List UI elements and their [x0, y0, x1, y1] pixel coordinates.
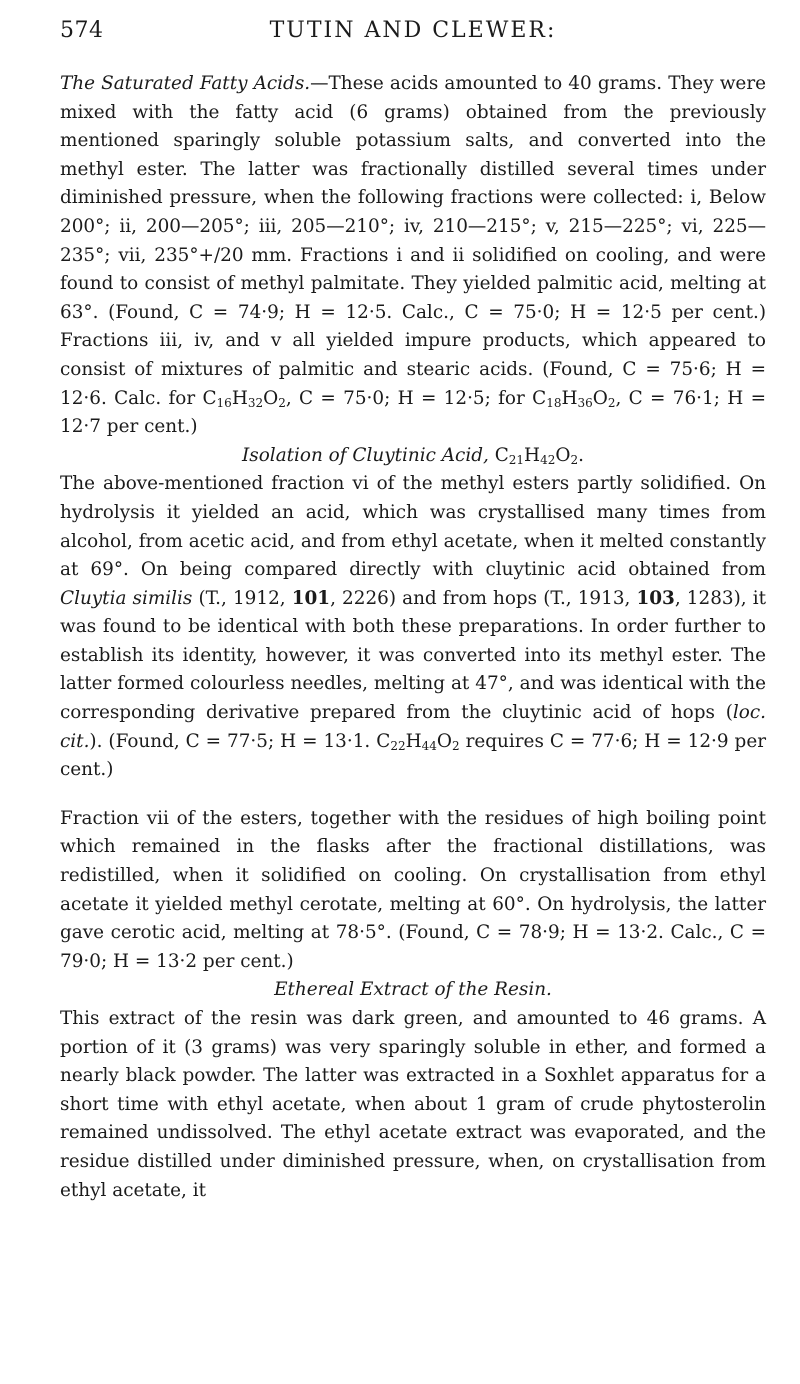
heading-isolation-text: Isolation of Cluytinic Acid, — [242, 444, 489, 466]
section-heading-isolation — [60, 442, 766, 471]
formula-c16: $C_{16}H_{32}O_2$ — [202, 387, 286, 410]
heading-formula-c21: $C_{21}H_{42}O_2$. — [494, 444, 584, 467]
paragraph-text: (T., 1912, — [192, 587, 292, 609]
paragraph-text: Fraction vii of the esters, together with the residues of high boiling point which remained in the flasks after the fractional distillations, was redistilled, when it solidified on cooling. On crystallisation from ethyl acetate it yielded methyl cerotate, melting at 60°. On hydrolysis, the latter gave cerotic acid, melting at 78·5°. (Found, C = 78·9; H = 13·2. Calc., C = 79·0; H = 13·2 per cent.) — [60, 807, 766, 972]
paragraph-text: , 2226) and from hops (T., 1913, — [330, 587, 637, 609]
paragraph-text: requires C = 77·6; H = 12·9 per cent.) — [60, 730, 766, 781]
paragraph-text: , C = 75·0; H = 12·5; for — [285, 387, 533, 409]
paragraph-ethereal-extract — [60, 1005, 766, 1205]
paragraph-text: —These acids amounted to 40 grams. They were mixed with the fatty acid (6 grams) obtained from the previously mentioned sparingly soluble potassium salts, and converted into the methyl ester. The latter was fractionally distilled several times under diminished pressure, when the following fractions were collected: i, Below 200°; ii, 200—205°; iii, 205—210°; iv, 210—215°; v, 215—225°; vi, 225—235°; vii, 235°+/20 mm. Fractions i and ii solidified on cooling, and were found to consist of methyl palmitate. They yielded palmitic acid, melting at 63°. (Found, C = 74·9; H = 12·5. Calc., C = 75·0; H = 12·5 per cent.) Fractions iii, iv, and v all yielded impure products, which appeared to consist of mixtures of palmitic and stearic acids. (Found, C = 75·6; H = 12·6. Calc. for — [60, 73, 766, 409]
volume-number: 101 — [291, 587, 331, 609]
paragraph-text: , C = 76·1; H = 12·7 per cent.) — [60, 387, 766, 438]
running-head: TUTIN AND CLEWER: — [269, 18, 557, 43]
section-heading-ethereal-extract — [60, 976, 766, 1005]
paragraph-text: This extract of the resin was dark green, and amounted to 46 grams. A portion of it (3 grams) was very sparingly soluble in ether, and formed a nearly black powder. The latter was extracted in a Soxhlet apparatus for a short time with ethyl acetate, when about 1 gram of crude phytosterolin remained undissolved. The ethyl acetate extract was evaporated, and the residue distilled under diminished pressure, when, on crystallisation from ethyl acetate, it — [60, 1008, 766, 1201]
section-title-saturated-fatty-acids: The Saturated Fatty Acids. — [60, 73, 311, 94]
body-text — [60, 70, 766, 1205]
paragraph-isolation — [60, 470, 766, 785]
paragraph-fraction-vii — [60, 805, 766, 977]
page-number: 574 — [60, 18, 104, 43]
paragraph-gap — [60, 785, 766, 805]
formula-c22: $C_{22}H_{44}O_2$ — [376, 730, 460, 753]
loc-cit: loc. cit. — [60, 702, 766, 752]
heading-ethereal-text: Ethereal Extract of the Resin. — [274, 979, 552, 1001]
page — [60, 18, 766, 1205]
paragraph-saturated-fatty-acids — [60, 70, 766, 442]
volume-number: 103 — [636, 587, 675, 609]
page-header — [60, 18, 766, 58]
paragraph-text: , 1283), it was found to be identical with both these preparations. In order further to establish its identity, however, it was converted into its methyl ester. The latter formed colourless needles, melting at 47°, and was identical with the corresponding derivative prepared from the cluytinic acid of hops ( — [60, 587, 766, 724]
formula-c18: $C_{18}H_{36}O_2$ — [532, 387, 616, 410]
paragraph-text: ). (Found, C = 77·5; H = 13·1. — [89, 730, 377, 752]
species-name: Cluytia similis — [60, 587, 193, 609]
paragraph-text: The above-mentioned fraction vi of the methyl esters partly solidified. On hydrolysis it yielded an acid, which was crystallised many times from alcohol, from acetic acid, and from ethyl acetate, when it melted constantly at 69°. On being compared directly with cluytinic acid obtained from — [60, 473, 766, 581]
